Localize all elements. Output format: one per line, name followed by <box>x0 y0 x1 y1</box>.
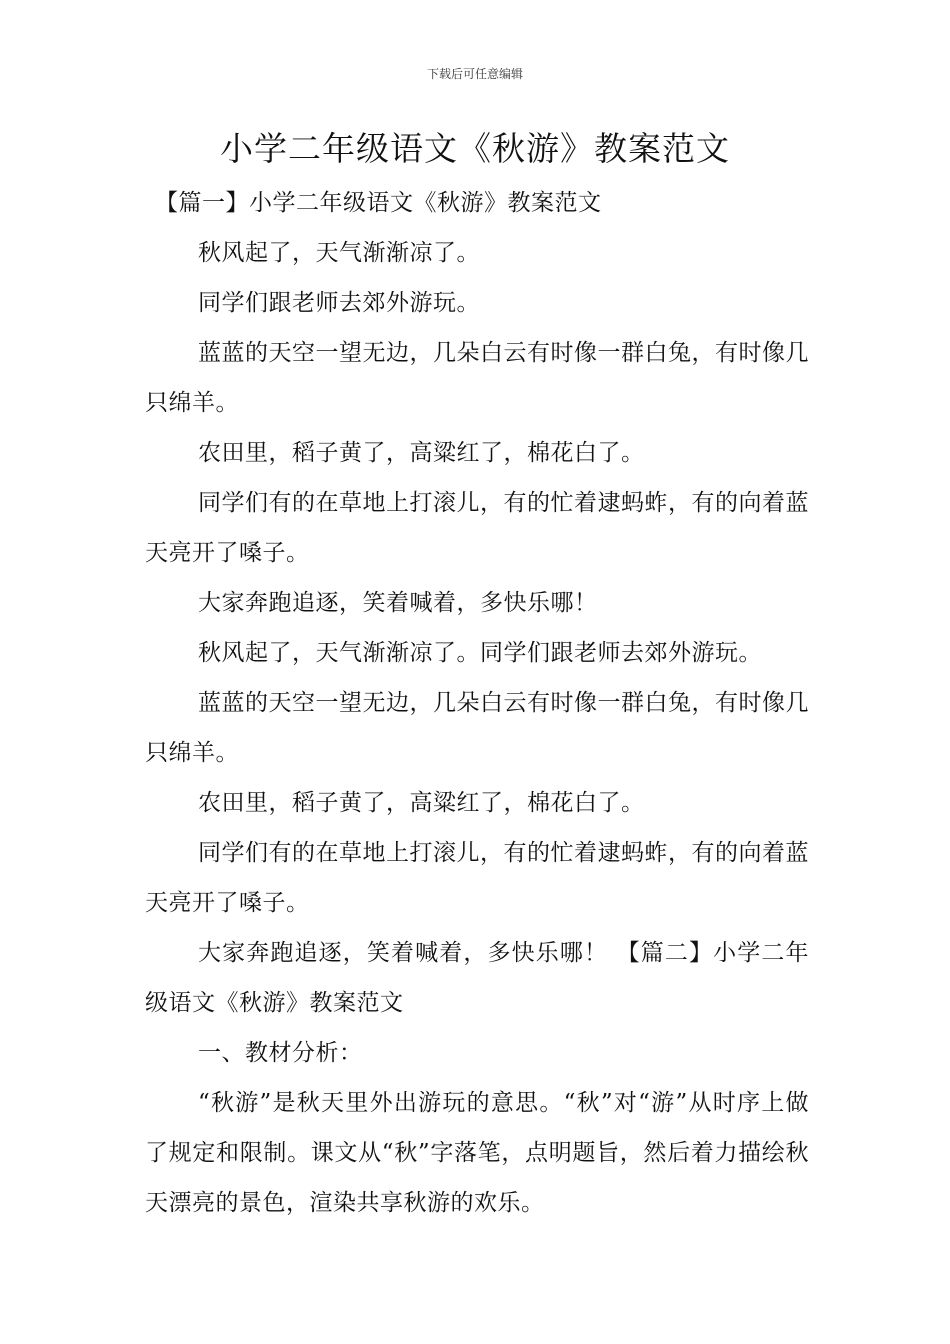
paragraph: 农田里，稻子黄了，高粱红了，棉花白了。 <box>198 440 645 466</box>
document-title: 小学二年级语文《秋游》教案范文 <box>220 129 730 168</box>
paragraph: 农田里，稻子黄了，高粱红了，棉花白了。 <box>198 790 645 816</box>
paragraph: 蓝蓝的天空一望无边，几朵白云有时像一群白兔，有时像几只绵羊。 <box>145 340 809 416</box>
paragraph: 秋风起了，天气渐渐凉了。同学们跟老师去郊外游玩。 <box>198 640 762 666</box>
paragraph: “秋游”是秋天里外出游玩的意思。“秋”对“游”从时序上做了规定和限制。课文从“秋”字落笔，点明题旨，然后着力描绘秋天漂亮的景色，渲染共享秋游的欢乐。 <box>145 1090 809 1216</box>
document-body <box>145 178 809 1228</box>
paragraph: 大家奔跑追逐，笑着喊着，多快乐哪！ <box>198 590 598 616</box>
paragraph: 同学们跟老师去郊外游玩。 <box>198 290 480 316</box>
paragraph: 同学们有的在草地上打滚儿，有的忙着逮蚂蚱，有的向着蓝天亮开了嗓子。 <box>145 490 809 566</box>
paragraph: 同学们有的在草地上打滚儿，有的忙着逮蚂蚱，有的向着蓝天亮开了嗓子。 <box>145 840 809 916</box>
paragraph: 一、教材分析： <box>198 1040 363 1066</box>
paragraph: 秋风起了，天气渐渐凉了。 <box>198 240 480 266</box>
header-note: 下载后可任意编辑 <box>426 67 523 81</box>
paragraph: 蓝蓝的天空一望无边，几朵白云有时像一群白兔，有时像几只绵羊。 <box>145 690 809 766</box>
paragraph: 大家奔跑追逐，笑着喊着，多快乐哪！ 【篇二】小学二年级语文《秋游》教案范文 <box>145 940 809 1016</box>
section-heading: 【篇一】小学二年级语文《秋游》教案范文 <box>155 190 602 216</box>
